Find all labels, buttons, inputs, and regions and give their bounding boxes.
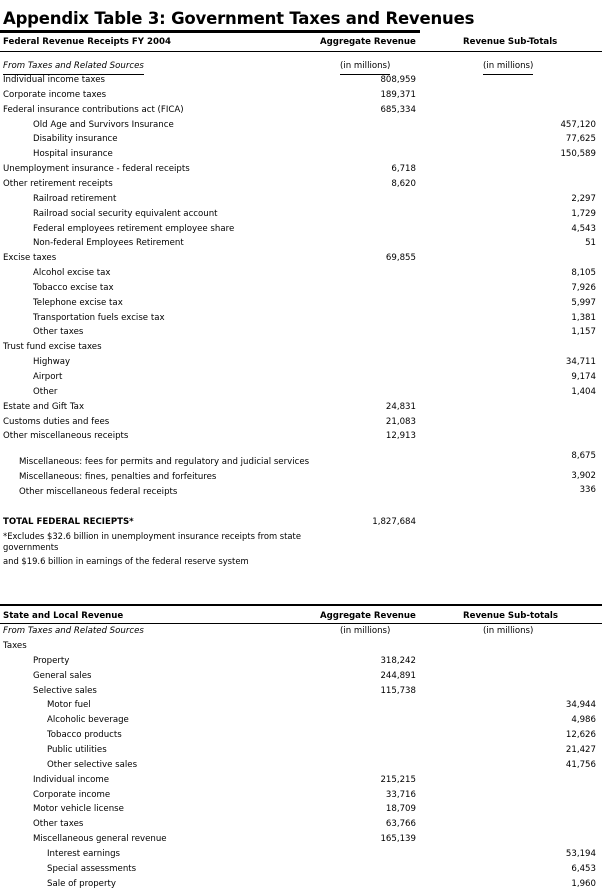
subtotal-value: 41,756	[565, 759, 596, 770]
row-label: Airport	[33, 372, 63, 382]
table-row	[0, 177, 602, 192]
page-title: Appendix Table 3: Government Taxes and Revenues	[3, 9, 475, 28]
table-row	[0, 370, 602, 385]
table-row	[0, 832, 602, 847]
row-label: Alcoholic beverage	[47, 715, 129, 726]
row-label: Tobacco products	[47, 730, 122, 741]
subtotal-value: 150,589	[560, 149, 596, 160]
table-row	[0, 118, 602, 133]
row-label: Federal employees retirement employee share	[33, 223, 235, 234]
row-label: Individual income taxes	[3, 75, 106, 85]
federal-total-row	[0, 515, 602, 530]
subtotal-value: 7,926	[571, 282, 596, 293]
row-label: Hospital insurance	[33, 149, 113, 160]
table-row-value	[0, 483, 602, 498]
table-row	[0, 684, 602, 699]
table-row	[0, 266, 602, 281]
row-label: Excise taxes	[3, 253, 57, 264]
state-source: From Taxes and Related Sources	[3, 626, 144, 636]
table-row	[0, 415, 602, 430]
table-row	[0, 355, 602, 370]
row-label: Sale of property	[47, 878, 116, 889]
row-label: General sales	[33, 670, 92, 681]
row-label: Other selective sales	[47, 759, 138, 770]
table-row	[0, 713, 602, 728]
aggregate-value: 63,766	[385, 819, 416, 830]
subtotal-value: 8,105	[571, 268, 596, 279]
subtotal-value: 8,675	[571, 451, 596, 461]
table-row	[0, 311, 602, 326]
table-row	[0, 743, 602, 758]
subtotal-value: 457,120	[560, 119, 596, 130]
aggregate-value: 18,709	[385, 804, 416, 815]
aggregate-value: 115,738	[380, 685, 416, 696]
table-row	[0, 788, 602, 803]
aggregate-value: 189,371	[380, 89, 416, 100]
row-label: Miscellaneous: fees for permits and regulatory and judicial services	[19, 457, 310, 467]
row-label: Corporate income taxes	[3, 89, 107, 100]
subtotal-value: 1,381	[571, 312, 596, 323]
row-label: Transportation fuels excise tax	[33, 312, 165, 323]
aggregate-value: 6,718	[391, 164, 416, 175]
row-label: Customs duties and fees	[3, 416, 110, 427]
federal-footnote-2: and $19.6 billion in earnings of the federal reserve system	[3, 556, 249, 566]
row-label: Interest earnings	[47, 848, 120, 859]
row-label: Corporate income	[33, 789, 111, 800]
federal-units-aggregate: (in millions)	[340, 59, 390, 75]
subtotal-value: 6,453	[571, 863, 596, 874]
subtotal-value: 9,174	[571, 372, 596, 382]
subtotal-value: 5,997	[571, 297, 596, 308]
federal-total-label: TOTAL FEDERAL RECIEPTS*	[3, 517, 134, 527]
row-label: Federal insurance contributions act (FICA)	[3, 104, 184, 115]
subtotal-value: 53,194	[565, 848, 596, 859]
row-label: Old Age and Survivors Insurance	[33, 119, 174, 130]
table-row	[0, 802, 602, 817]
table-row	[0, 847, 602, 862]
table-row	[0, 325, 602, 340]
aggregate-value: 244,891	[380, 670, 416, 681]
subtotal-value: 2,297	[571, 193, 596, 204]
aggregate-value: 8,620	[391, 178, 416, 189]
aggregate-value: 24,831	[385, 401, 416, 412]
title-rule	[0, 30, 420, 33]
table-row	[0, 88, 602, 103]
row-label: Public utilities	[47, 744, 107, 755]
state-heading: State and Local Revenue	[3, 611, 124, 621]
table-row	[0, 385, 602, 400]
federal-col-aggregate: Aggregate Revenue	[320, 37, 416, 47]
row-label: Other miscellaneous receipts	[3, 431, 129, 442]
table-row	[0, 654, 602, 669]
table-row	[0, 728, 602, 743]
state-col-aggregate: Aggregate Revenue	[320, 611, 416, 621]
table-row	[0, 698, 602, 713]
table-row-value	[0, 449, 602, 464]
subtotal-value: 34,711	[565, 357, 596, 368]
row-label: Alcohol excise tax	[33, 268, 111, 279]
row-label: Highway	[33, 357, 71, 368]
aggregate-value: 33,716	[385, 789, 416, 800]
table-row	[0, 73, 602, 88]
row-label: Individual income	[33, 774, 110, 785]
state-col-subtotals: Revenue Sub-totals	[463, 611, 558, 621]
subtotal-value: 1,729	[571, 208, 596, 219]
subtotal-value: 12,626	[565, 730, 596, 741]
subtotal-value: 1,960	[571, 878, 596, 889]
table-row	[0, 281, 602, 296]
aggregate-value: 808,959	[380, 75, 416, 85]
row-label: Other miscellaneous federal receipts	[19, 487, 178, 497]
row-label: Non-federal Employees Retirement	[33, 238, 184, 249]
aggregate-value: 685,334	[380, 104, 416, 115]
row-label: Other	[33, 386, 58, 397]
row-label: Motor vehicle license	[33, 804, 124, 815]
row-label: Railroad social security equivalent account	[33, 208, 218, 219]
federal-heading: Federal Revenue Receipts FY 2004	[3, 37, 171, 47]
table-row	[0, 192, 602, 207]
aggregate-value: 215,215	[380, 774, 416, 785]
table-row-value	[0, 469, 602, 484]
table-row	[0, 639, 602, 654]
table-row	[0, 296, 602, 311]
table-row	[0, 103, 602, 118]
aggregate-value: 318,242	[380, 655, 416, 666]
federal-footnote-1: *Excludes $32.6 billion in unemployment insurance receipts from state governments	[3, 531, 301, 552]
table-row	[0, 429, 602, 444]
row-label: Other retirement receipts	[3, 178, 113, 189]
state-source-row	[0, 624, 602, 639]
table-row	[0, 877, 602, 892]
aggregate-value: 69,855	[385, 253, 416, 264]
row-label: Estate and Gift Tax	[3, 401, 85, 412]
row-label: Property	[33, 655, 70, 666]
subtotal-value: 4,986	[571, 715, 596, 726]
row-label: Miscellaneous: fines, penalties and forfeitures	[19, 472, 217, 482]
federal-units-subtotals: (in millions)	[483, 59, 533, 75]
federal-source-row	[0, 59, 602, 74]
subtotal-value: 3,902	[571, 471, 596, 481]
subtotal-value: 77,625	[565, 134, 596, 145]
aggregate-value: 165,139	[380, 834, 416, 845]
table-row	[0, 147, 602, 162]
table-row	[0, 340, 602, 355]
row-label: Disability insurance	[33, 134, 118, 145]
aggregate-value: 12,913	[385, 431, 416, 442]
state-units-aggregate: (in millions)	[340, 626, 391, 636]
row-label: Unemployment insurance - federal receipts	[3, 164, 190, 175]
row-label: Telephone excise tax	[33, 297, 123, 308]
table-row	[0, 817, 602, 832]
table-row	[0, 251, 602, 266]
row-label: Taxes	[3, 641, 27, 651]
state-top-rule	[0, 604, 602, 606]
subtotal-value: 1,404	[571, 386, 596, 397]
table-row	[0, 222, 602, 237]
federal-total-value: 1,827,684	[372, 517, 416, 527]
table-row	[0, 236, 602, 251]
table-row	[0, 132, 602, 147]
row-label: Selective sales	[33, 685, 97, 696]
state-units-subtotals: (in millions)	[483, 626, 534, 636]
subtotal-value: 4,543	[571, 223, 596, 234]
row-label: Miscellaneous general revenue	[33, 834, 167, 845]
subtotal-value: 1,157	[571, 327, 596, 338]
table-row	[0, 207, 602, 222]
table-row	[0, 669, 602, 684]
federal-header-rule	[0, 51, 602, 52]
table-row	[0, 400, 602, 415]
subtotal-value: 34,944	[565, 700, 596, 711]
table-row	[0, 862, 602, 877]
row-label: Motor fuel	[47, 700, 91, 711]
federal-source: From Taxes and Related Sources	[3, 59, 144, 75]
row-label: Tobacco excise tax	[33, 282, 114, 293]
row-label: Railroad retirement	[33, 193, 117, 204]
subtotal-value: 51	[585, 238, 596, 249]
row-label: Other taxes	[33, 819, 84, 830]
state-header-row	[0, 609, 602, 624]
federal-header-row	[0, 35, 602, 50]
table-row	[0, 758, 602, 773]
row-label: Trust fund excise taxes	[3, 342, 102, 353]
table-row	[0, 162, 602, 177]
subtotal-value: 21,427	[565, 744, 596, 755]
row-label: Special assessments	[47, 863, 137, 874]
table-row	[0, 773, 602, 788]
federal-col-subtotals: Revenue Sub-Totals	[463, 37, 558, 47]
row-label: Other taxes	[33, 327, 84, 338]
aggregate-value: 21,083	[385, 416, 416, 427]
subtotal-value: 336	[579, 485, 596, 495]
